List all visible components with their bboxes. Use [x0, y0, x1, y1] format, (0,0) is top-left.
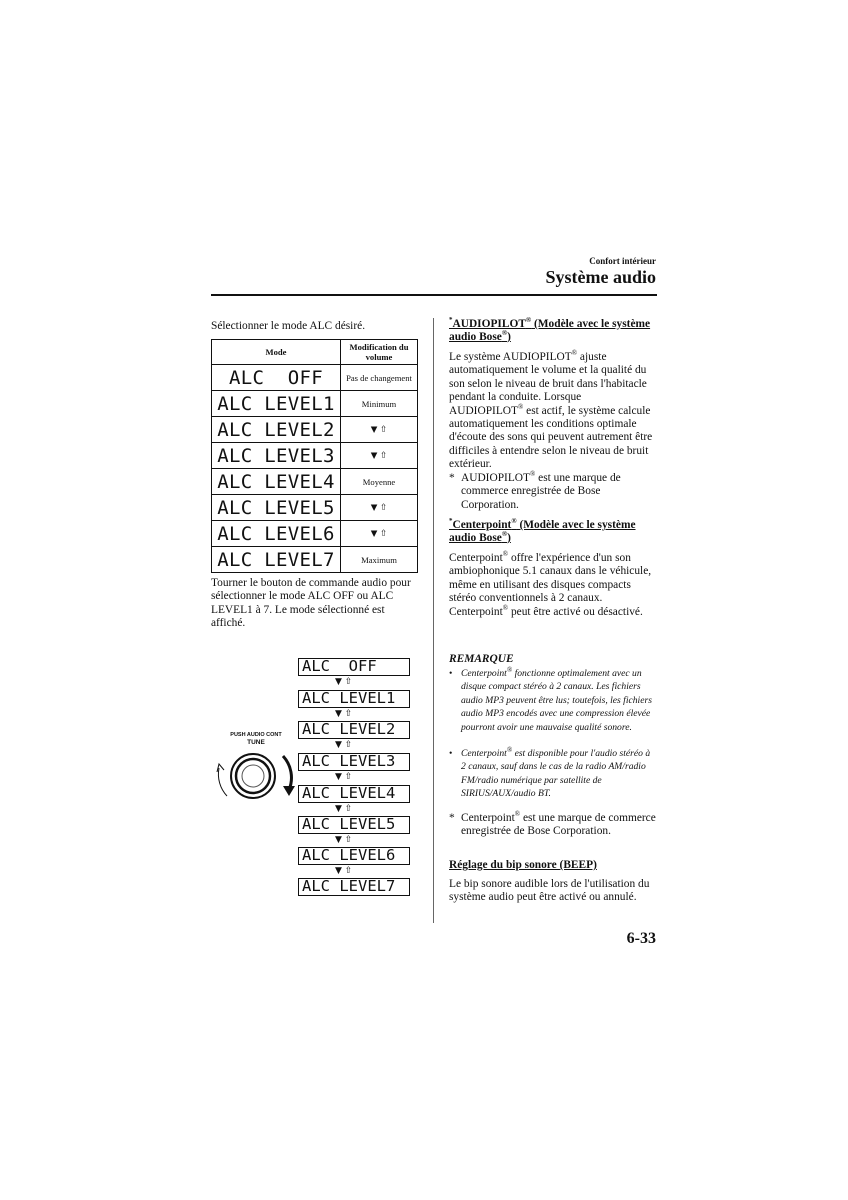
arrow-down-up-icon: ▼ ⇧: [341, 495, 418, 521]
lcd-display: ALC LEVEL6: [217, 522, 335, 545]
lcd-display: ALC LEVEL3: [217, 444, 335, 467]
arrow-down-up-icon: ▼ ⇧: [341, 521, 418, 547]
change-cell: Maximum: [341, 547, 418, 573]
lcd-display: ALC OFF: [229, 366, 323, 389]
lcd-display: ALC LEVEL7: [298, 878, 410, 896]
arrow-down-up-icon: ▼ ⇧: [341, 417, 418, 443]
remarque-bullet: • Centerpoint® fonctionne optimalement avec un disque compact stéréo à 2 canaux. Les fichiers audio MP3 peuvent être lus; toutefois, les fichiers audio MP3 encodés avec une compression élevée pourront avoir une mauvaise qualité sonore.: [449, 665, 652, 733]
beep-heading: Réglage du bip sonore (BEEP): [449, 859, 597, 871]
lcd-display: ALC OFF: [298, 658, 410, 676]
centerpoint-trademark-note: * Centerpoint® est une marque de commerce enregistrée de Bose Corporation.: [449, 810, 656, 838]
arrow-down-up-icon: ▼ ⇧: [335, 772, 353, 782]
arrow-down-up-icon: ▼ ⇧: [335, 835, 353, 845]
header-rule: [211, 294, 657, 296]
knob-label: PUSH AUDIO CONT TUNE: [230, 732, 282, 746]
lcd-display: ALC LEVEL6: [298, 847, 410, 865]
lcd-display: ALC LEVEL3: [298, 753, 410, 771]
table-row: [212, 469, 418, 495]
centerpoint-body: Centerpoint® offre l'expérience d'un son ambiophonique 5.1 canaux dans le véhicule, même en utilisant des disques compacts stéréo conventionnels à 2 canaux. Centerpoint® peut être activé ou désactivé.: [449, 550, 652, 618]
lcd-display: ALC LEVEL1: [217, 392, 335, 415]
page-title: Système audio: [545, 267, 656, 287]
table-row: [212, 521, 418, 547]
table-row: [212, 365, 418, 391]
arrow-down-up-icon: ▼ ⇧: [335, 804, 353, 814]
alc-mode-table: [211, 339, 418, 573]
table-row: [212, 495, 418, 521]
table-row: [212, 443, 418, 469]
instruction-text: Tourner le bouton de commande audio pour sélectionner le mode ALC OFF ou ALC LEVEL1 à 7. Le mode sélectionné est affiché.: [211, 577, 411, 630]
lcd-display: ALC LEVEL7: [217, 548, 335, 571]
centerpoint-heading: *Centerpoint® (Modèle avec le système audio Bose®): [449, 517, 636, 544]
lcd-display: ALC LEVEL5: [217, 496, 335, 519]
remarque-title: REMARQUE: [449, 653, 514, 665]
section-label: Confort intérieur: [589, 256, 656, 266]
change-cell: Pas de changement: [341, 365, 418, 391]
intro-text: Sélectionner le mode ALC désiré.: [211, 320, 366, 332]
arrow-down-up-icon: ▼ ⇧: [335, 866, 353, 876]
col-change: Modification du volume: [341, 340, 418, 365]
table-row: [212, 391, 418, 417]
col-mode: Mode: [212, 340, 341, 365]
lcd-display: ALC LEVEL4: [217, 470, 335, 493]
lcd-display: ALC LEVEL5: [298, 816, 410, 834]
page-number: 6-33: [626, 930, 656, 947]
table-row: [212, 417, 418, 443]
arrow-down-up-icon: ▼ ⇧: [341, 443, 418, 469]
remarque-bullet: • Centerpoint® est disponible pour l'audio stéréo à 2 canaux, sauf dans le cas de la radio AM/radio FM/radio numérique par satellite de SIRIUS/AUX/audio BT.: [449, 745, 651, 800]
change-cell: Minimum: [341, 391, 418, 417]
audiopilot-body: Le système AUDIOPILOT® ajuste automatiquement le volume et la qualité du son selon le niveau de bruit dans l'habitacle pendant la conduite. Lorsque AUDIOPILOT® est actif, le système calcule automatiquement les conditions optimale d'écoute des sons qui peuvent autrement être difficiles à entendre selon le niveau de bruit extérieur.: [449, 349, 653, 471]
audiopilot-heading: *AUDIOPILOT® (Modèle avec le système audio Bose®): [449, 316, 651, 343]
table-header-row: [212, 340, 418, 365]
audiopilot-trademark-note: * AUDIOPILOT® est une marque de commerce enregistrée de Bose Corporation.: [449, 470, 621, 511]
arrow-down-up-icon: ▼ ⇧: [335, 740, 353, 750]
table-row: [212, 547, 418, 573]
arrow-down-up-icon: ▼ ⇧: [335, 677, 353, 687]
column-divider: [433, 318, 434, 923]
lcd-display: ALC LEVEL2: [298, 721, 410, 739]
lcd-display: ALC LEVEL4: [298, 785, 410, 803]
lcd-display: ALC LEVEL1: [298, 690, 410, 708]
beep-body: Le bip sonore audible lors de l'utilisation du système audio peut être activé ou annulé.: [449, 878, 650, 904]
audio-knob-icon: [205, 748, 299, 812]
change-cell: Moyenne: [341, 469, 418, 495]
arrow-down-up-icon: ▼ ⇧: [335, 709, 353, 719]
lcd-display: ALC LEVEL2: [217, 418, 335, 441]
